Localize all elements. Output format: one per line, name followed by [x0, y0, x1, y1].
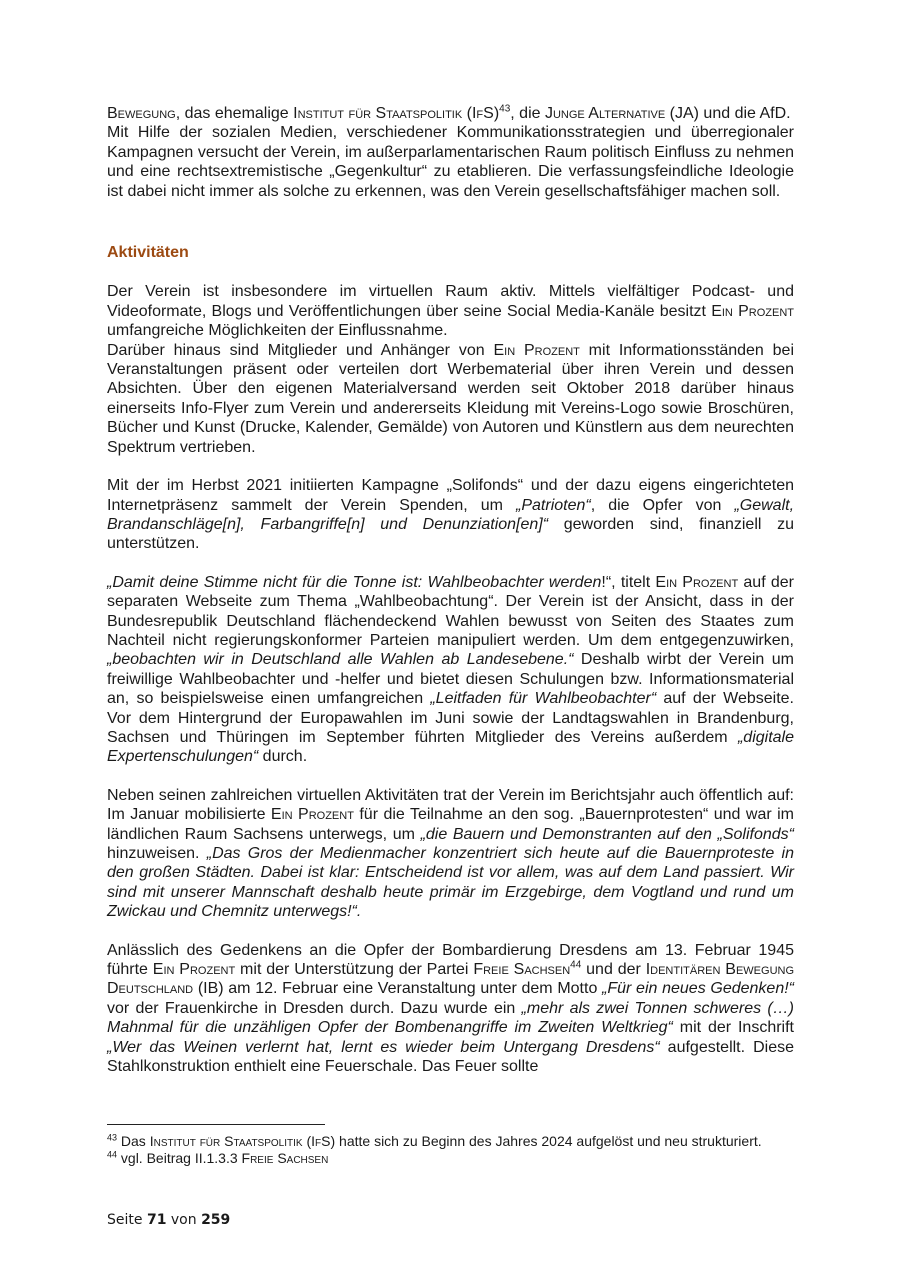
org-abbrev: IfS [471, 105, 494, 122]
text-run: vor der Frauenkirche in Dresden durch. Dazu wurde ein [107, 999, 522, 1017]
quote: „digitale Expertenschulungen“ [107, 728, 794, 766]
text-run: mit der Inschrift [672, 1019, 794, 1037]
text-run: (JA) und die AfD. [665, 105, 791, 122]
page-number [107, 1212, 230, 1228]
quote: „Leitfaden für Wahlbeobachter“ [430, 690, 657, 708]
footnote-ref-44[interactable]: 44 [570, 959, 582, 971]
footnote-ref-43[interactable]: 43 [499, 103, 511, 115]
text-run: umfangreiche Möglichkeiten der Einflussnahme. [107, 322, 448, 340]
quote: „beobachten wir in Deutschland alle Wahlen ab Landesebene.“ [107, 651, 574, 669]
document-body [107, 104, 794, 1076]
text-run: mit der Unterstützung der Partei [235, 961, 474, 979]
org-name: Ein Prozent [655, 573, 739, 591]
text-run: Mit der im Herbst 2021 initiierten Kampagne „Solifonds“ und der dazu eigens eingerichteten Internetpräsenz sammelt der Verein Spenden, um [107, 477, 794, 514]
total-pages: 259 [201, 1212, 231, 1228]
text-run: ) [493, 105, 500, 122]
paragraph-6 [107, 941, 794, 1077]
text-run: hinzuweisen. [107, 845, 207, 862]
text-run: Der Verein ist insbesondere im virtuellen Raum aktiv. Mittels vielfältiger Podcast- und Videoformate, Blogs und Veröffentlichungen über seine Social Media-Kanäle besitzt [107, 283, 794, 320]
footnote-number: 44 [107, 1149, 118, 1160]
text-run: ) hatte sich zu Beginn des Jahres 2024 aufgelöst und neu strukturiert. [330, 1133, 762, 1149]
footnote-44 [107, 1150, 794, 1167]
footnote-divider [107, 1124, 325, 1125]
text-run: und der [581, 961, 646, 979]
quote: „Für ein neues Gedenken!“ [602, 980, 794, 998]
org-name: Institut für Staatspolitik [149, 1133, 303, 1149]
footnote-43 [107, 1133, 794, 1150]
text-run: Das [117, 1133, 150, 1149]
text-run: , die [510, 105, 545, 122]
org-name: Ein Prozent [152, 961, 236, 979]
quote: „mehr als zwei Tonnen schweres (…) Mahnmal für die unzähligen Opfer der Bombenangriffe im Zweiten Weltkrieg“ [107, 999, 795, 1037]
org-name: Identitären Bewegung Deutschland [107, 961, 795, 998]
text-run: aufgestellt. Diese Stahlkonstruktion enthielt eine Feuerschale. Das Feuer sollte [107, 1038, 794, 1076]
text-run: Anlässlich des Gedenkens an die Opfer der Bombardierung Dresdens am 13. Februar 1945 führte [107, 941, 794, 979]
org-name: Junge Alternative [544, 105, 666, 122]
org-name: Freie Sachsen [473, 961, 571, 979]
org-name: Ein Prozent [493, 341, 580, 359]
text-run: auf der Webseite. Vor dem Hintergrund der Europawahlen im Juni sowie der Landtagswahlen in Brandenburg, Sachsen und Thüringen im September führten Mitglieder des Vereins außerdem [107, 690, 794, 746]
text-run: ( [302, 1133, 312, 1149]
text-run: !“, titelt [601, 573, 656, 591]
text-run: Neben seinen zahlreichen virtuellen Aktivitäten trat der Verein im Berichtsjahr auch öffentlich auf: Im Januar mobilisierte [107, 786, 794, 824]
org-name: Ein Prozent [711, 302, 794, 320]
paragraph-intro-2: Mit Hilfe der sozialen Medien, verschiedener Kommunikationsstrategien und überregionaler Kampagnen versucht der Verein, im außerparlamentarischen Raum politisch Einfluss zu nehmen und eine rechtsextremistische „Gegenkultur“ zu etablieren. Die verfassungsfeindliche Ideologie ist dabei nicht immer als solche zu erkennen, was den Verein gesellschaftsfähiger machen soll. [107, 124, 794, 200]
org-name: Bewegung [107, 105, 176, 122]
quote: „Das Gros der Medienmacher konzentriert sich heute auf die Bauernproteste in den großen Städten. Dabei ist klar: Entscheidend ist vor allem, was auf dem Land passiert. Wir sind mit unserer Mannschaft deshalb heute primär im Erzgebirge, dem Vogtland und rund um Zwickau und Chemnitz unterwegs!“. [107, 845, 794, 921]
footnotes [107, 1133, 794, 1167]
current-page: 71 [146, 1212, 167, 1228]
quote: „Wer das Weinen verlernt hat, lernt es wieder beim Untergang Dresdens“ [107, 1038, 660, 1056]
text-run: mit Informationsständen bei Veranstaltungen präsent oder verteilen dort Werbematerial über ihren Verein und dessen Absichten. Über den eigenen Materialversand werden seit Oktober 2018 darüber hinaus einerseits Info-Flyer zum Verein und andererseits Kleidung mit Vereins-Logo sowie Broschüren, Bücher und Kunst (Drucke, Kalender, Gemälde) von Autoren und Künstlern aus dem neurechten Spektrum vertrieben. [107, 341, 794, 456]
quote: „die Bauern und Demonstranten auf den „Solifonds“ [420, 825, 795, 843]
page-label: von [166, 1212, 202, 1228]
footnote-number: 43 [107, 1132, 118, 1143]
text-run: vgl. Beitrag II.1.3.3 [117, 1150, 242, 1166]
paragraph-1 [107, 282, 794, 340]
text-run: (IB) am 12. Februar eine Veranstaltung unter dem Motto [193, 980, 603, 998]
paragraph-4 [107, 573, 794, 767]
text-run: ( [462, 105, 472, 122]
text-run: Darüber hinaus sind Mitglieder und Anhänger von [107, 341, 494, 359]
text-run: Deshalb wirbt der Verein um freiwillige Wahlbeobachter und -helfer und bietet diesen Schulungen bzw. Informationsmaterial an, so beispielsweise einen umfangreichen [107, 651, 794, 708]
text-run: , das ehemalige [175, 105, 294, 122]
paragraph-3 [107, 476, 794, 554]
paragraph-2 [107, 341, 794, 457]
org-name: Freie Sachsen [241, 1150, 329, 1166]
org-abbrev: IfS [311, 1133, 331, 1149]
page-label: Seite [107, 1212, 147, 1228]
org-name: Institut für Staatspolitik [293, 105, 463, 122]
text-run: auf der separaten Webseite zum Thema „Wahlbeobachtung“. Der Verein ist der Ansicht, dass in der Bundesrepublik Deutschland flächendeckend Wahlen bewusst von Seiten des Staates zum Nachteil nicht regierungskonformer Parteien manipuliert werden. Um dem entgegenzuwirken, [107, 573, 795, 649]
quote: „Damit deine Stimme nicht für die Tonne ist: Wahlbeobachter werden [107, 573, 602, 591]
text-run: geworden sind, finanziell zu unterstützen. [107, 515, 795, 553]
paragraph-intro [107, 104, 794, 123]
text-run: durch. [258, 748, 308, 766]
paragraph-5 [107, 786, 794, 922]
quote: „Gewalt, Brandanschläge[n], Farbangriffe[n] und Denunziation[en]“ [107, 496, 795, 533]
quote: „Patrioten“ [516, 496, 591, 514]
org-name: Ein Prozent [270, 806, 354, 824]
text-run: für die Teilnahme an den sog. „Bauernprotesten“ und war im ländlichen Raum Sachsens unterwegs, um [107, 806, 794, 843]
text-run: , die Opfer von [590, 496, 735, 514]
section-heading: Aktivitäten [107, 244, 189, 262]
